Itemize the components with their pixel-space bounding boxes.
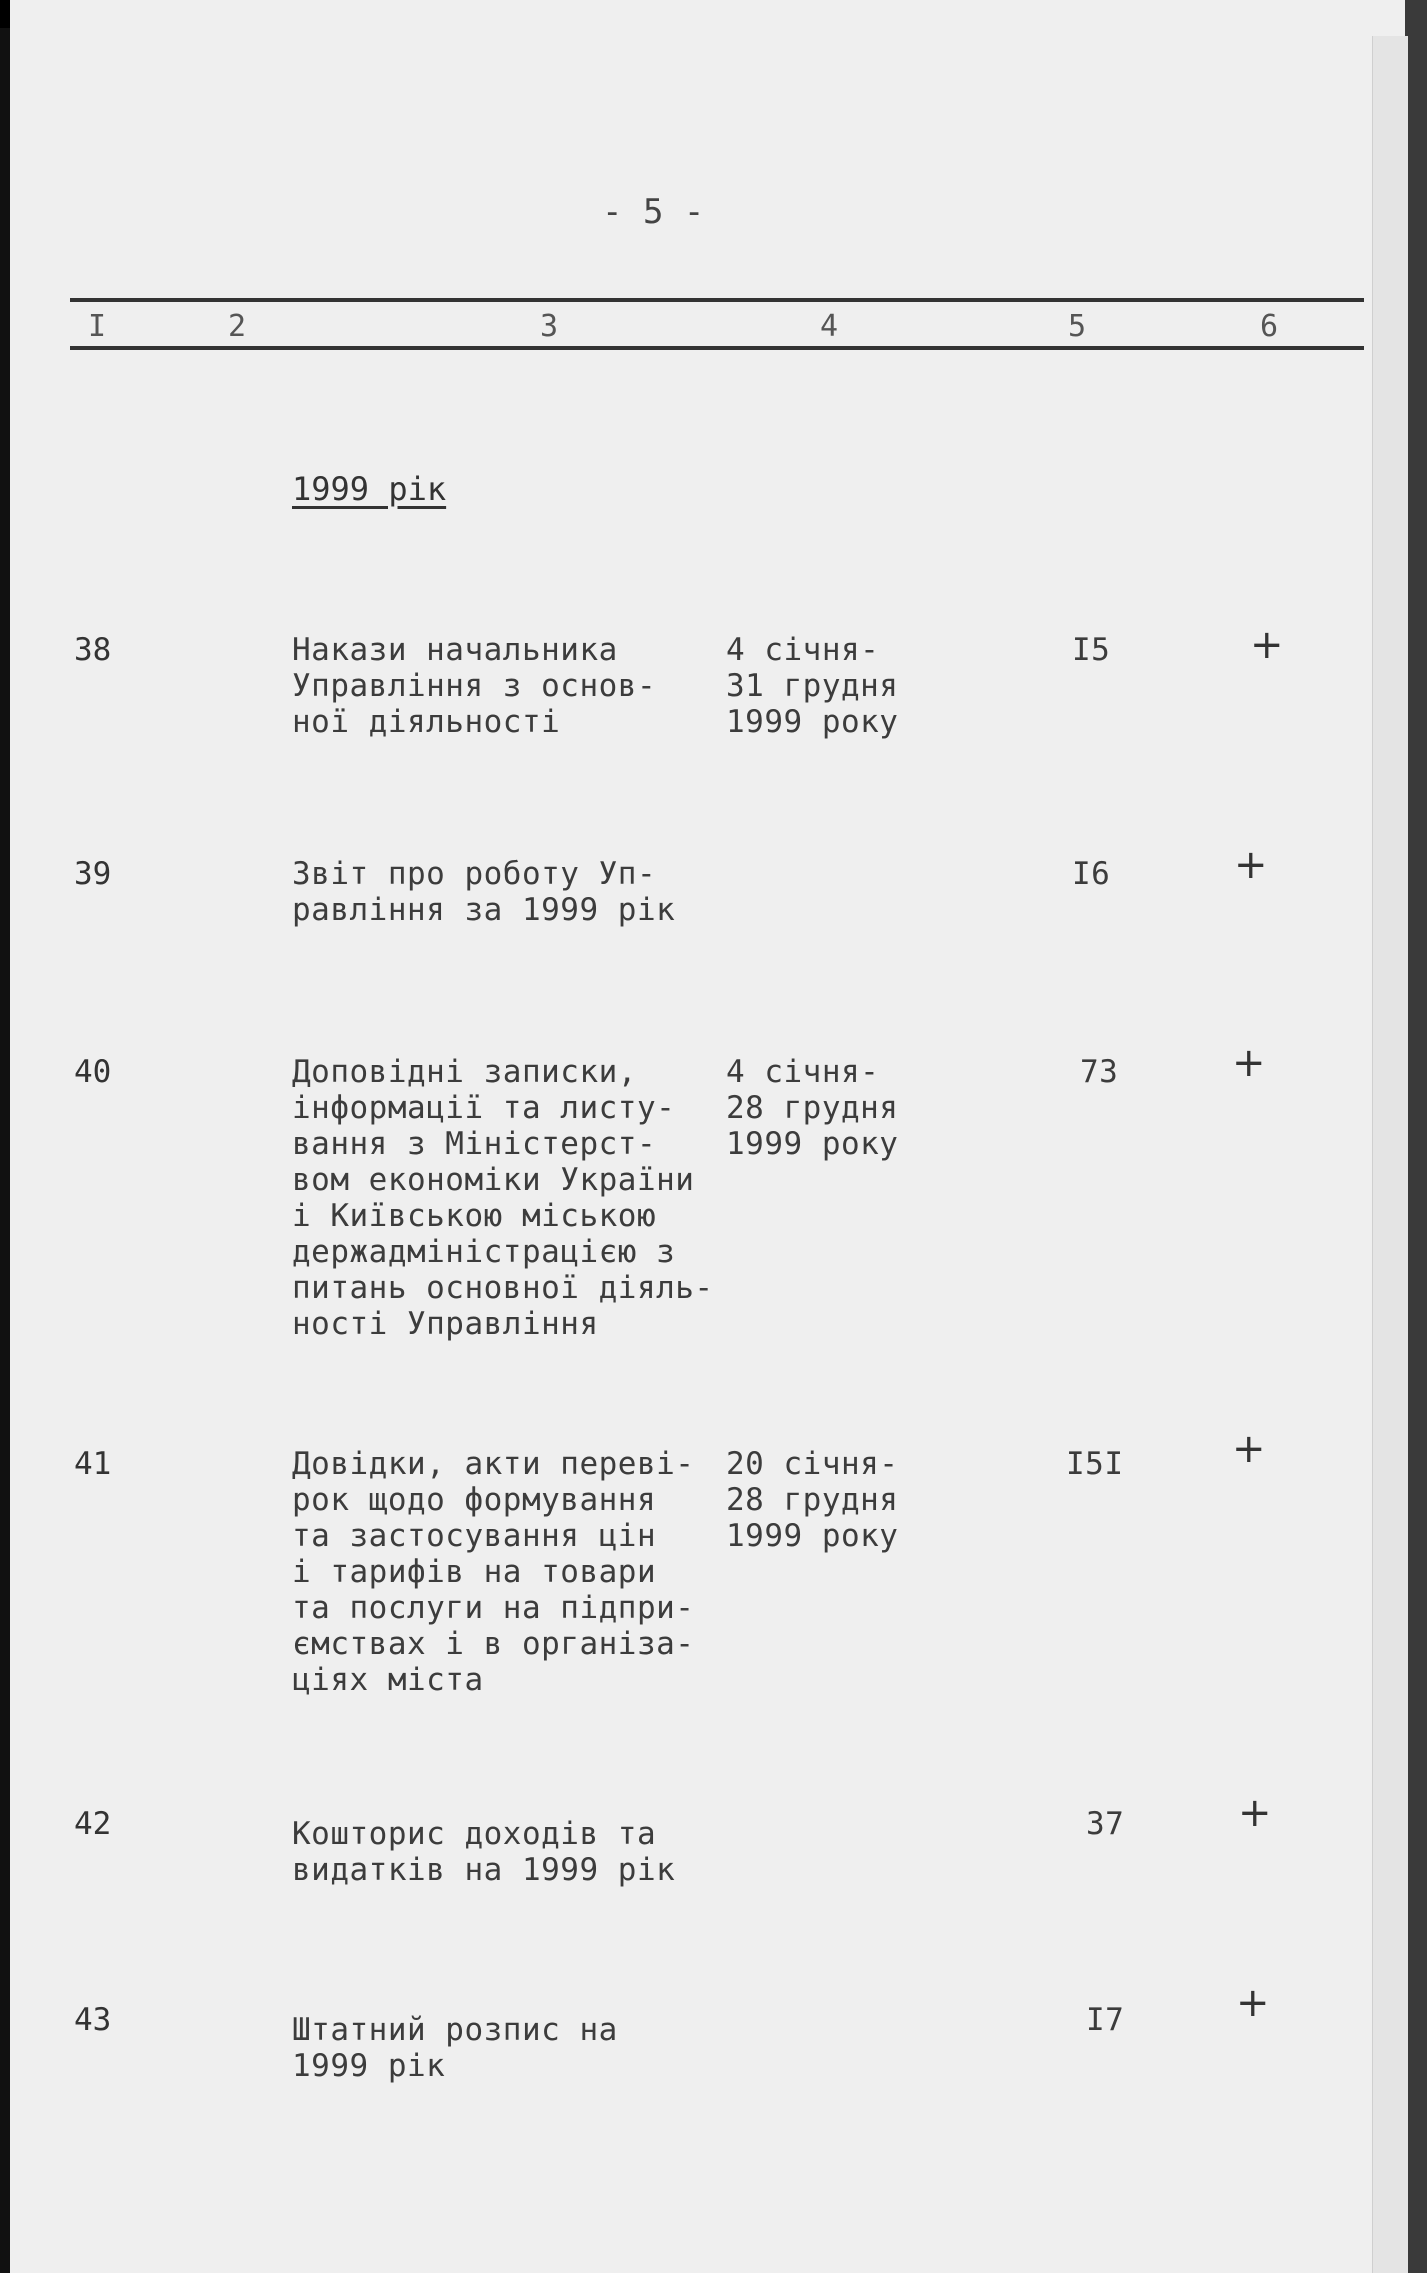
row-title: Довідки, акти переві- рок щодо формування та застосування цін і тарифів на товари та послуги на підпри- ємствах і в організа- ціях міста xyxy=(292,1446,695,1698)
row-title: Накази начальника Управління з основ- ної діяльності xyxy=(292,632,657,740)
document-page xyxy=(10,0,1405,2273)
row-number: 41 xyxy=(74,1446,112,1482)
row-number: 38 xyxy=(74,632,112,668)
check-mark: + xyxy=(1234,842,1268,888)
table-header-rule xyxy=(70,346,1364,350)
row-sheets: I6 xyxy=(1072,856,1111,892)
row-sheets: 73 xyxy=(1080,1054,1119,1090)
header-col-1: I xyxy=(88,309,107,344)
header-col-4: 4 xyxy=(820,309,839,344)
page-number: - 5 - xyxy=(602,192,705,232)
check-mark: + xyxy=(1232,1426,1266,1472)
table-top-rule xyxy=(70,298,1364,302)
check-mark: + xyxy=(1232,1040,1266,1086)
header-col-3: 3 xyxy=(540,309,559,344)
check-mark: + xyxy=(1236,1980,1270,2026)
section-title: 1999 рік xyxy=(292,470,447,508)
row-title: Доповідні записки, інформації та листу- вання з Міністерст- вом економіки України і Київською міською держадміністрацією з питань основної діяль- ності Управління xyxy=(292,1054,714,1342)
row-number: 40 xyxy=(74,1054,112,1090)
header-col-2: 2 xyxy=(228,309,247,344)
row-dates: 4 січня- 31 грудня 1999 року xyxy=(726,632,899,740)
check-mark: + xyxy=(1250,622,1284,668)
row-dates: 20 січня- 28 грудня 1999 року xyxy=(726,1446,899,1554)
row-sheets: I5I xyxy=(1066,1446,1124,1482)
check-mark: + xyxy=(1238,1790,1272,1836)
scan-left-margin xyxy=(0,0,10,2273)
row-number: 39 xyxy=(74,856,112,892)
header-col-6: 6 xyxy=(1260,309,1279,344)
row-title: Кошторис доходів та видатків на 1999 рік xyxy=(292,1816,676,1888)
header-col-5: 5 xyxy=(1068,309,1087,344)
row-sheets: 37 xyxy=(1086,1806,1125,1842)
row-sheets: I5 xyxy=(1072,632,1111,668)
row-dates: 4 січня- 28 грудня 1999 року xyxy=(726,1054,899,1162)
row-number: 43 xyxy=(74,2002,112,2038)
row-number: 42 xyxy=(74,1806,112,1842)
row-title: Штатний розпис на 1999 рік xyxy=(292,2012,618,2084)
row-sheets: I7 xyxy=(1086,2002,1125,2038)
row-title: Звіт про роботу Уп- равління за 1999 рік xyxy=(292,856,676,928)
page-edge xyxy=(1372,36,1408,2273)
